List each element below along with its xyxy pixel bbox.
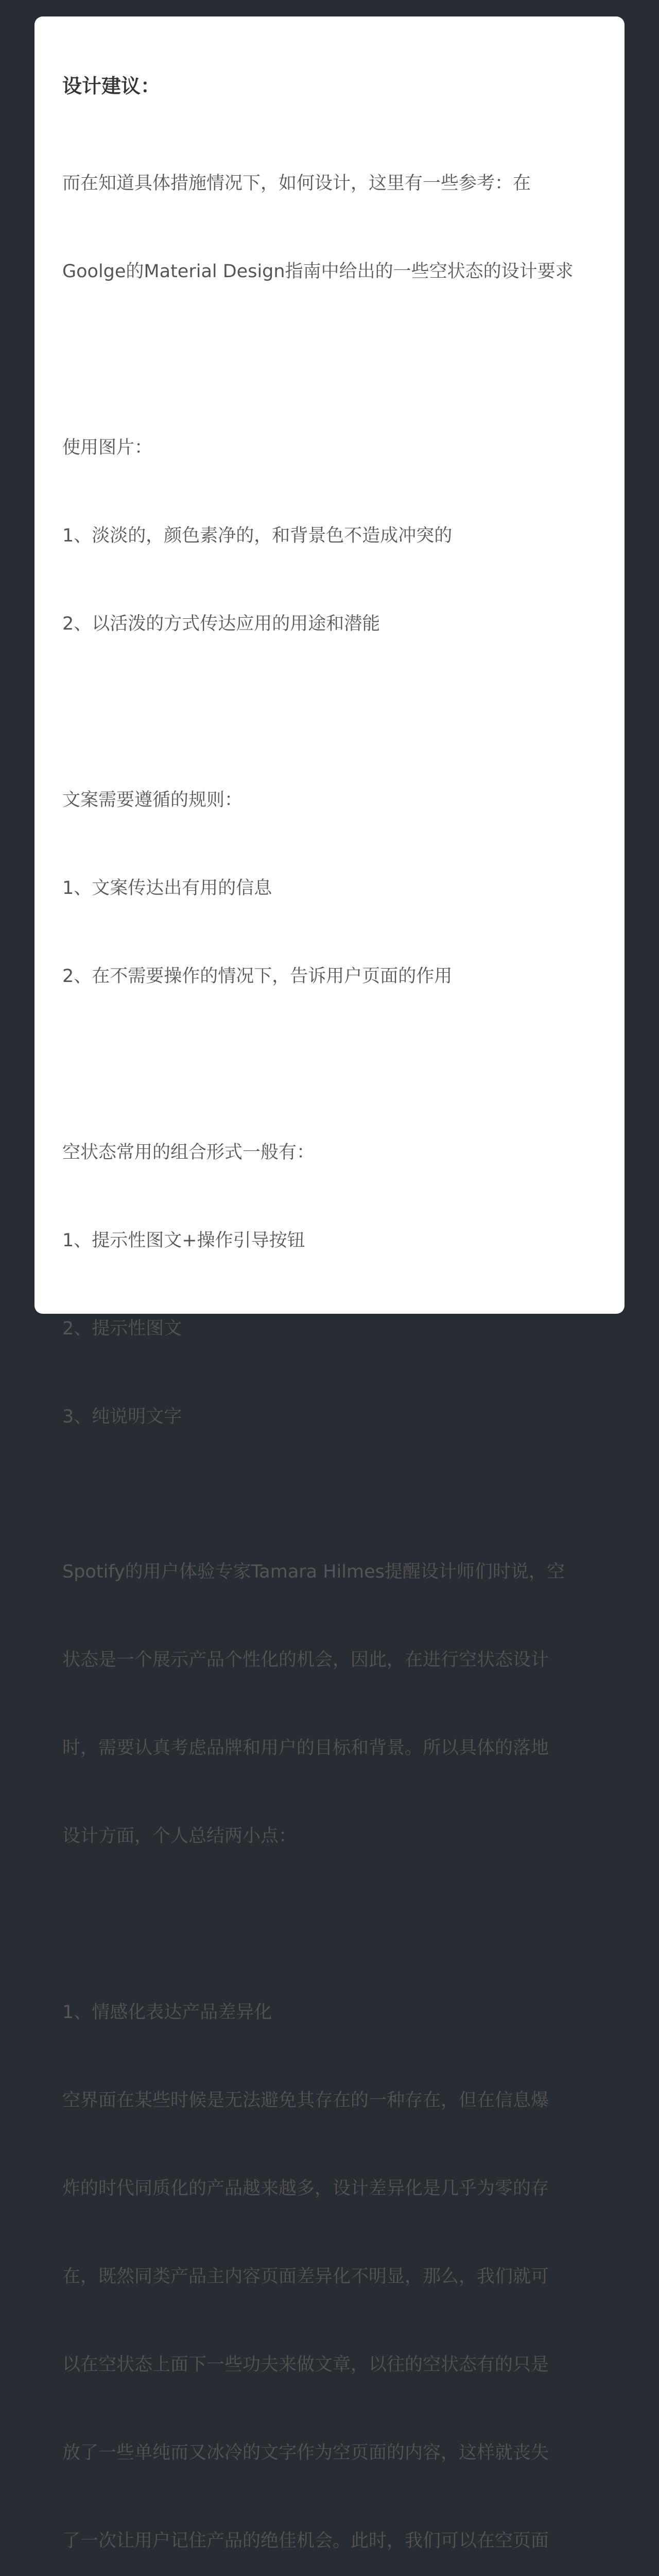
text-line: 以在空状态上面下一些功夫来做文章，以往的空状态有的只是 bbox=[62, 2354, 549, 2375]
images-guidelines bbox=[62, 375, 597, 698]
list-item: 1、文案传达出有用的信息 bbox=[62, 878, 272, 899]
section-heading: 设计建议： bbox=[62, 75, 161, 97]
spotify-paragraph bbox=[62, 1499, 597, 1910]
copy-guidelines bbox=[62, 727, 597, 1050]
text-line: 设计方面，个人总结两小点： bbox=[62, 1826, 297, 1846]
text-line: 放了一些单纯而又冰冷的文字作为空页面的内容，这样就丧失 bbox=[62, 2443, 549, 2463]
text-line: Spotify的用户体验专家Tamara Hilmes提醒设计师们时说，空 bbox=[62, 1562, 565, 1582]
combination-forms bbox=[62, 1079, 597, 1490]
text-line: 使用图片： bbox=[62, 437, 153, 458]
text-line: 空状态常用的组合形式一般有： bbox=[62, 1142, 315, 1163]
list-item: 2、提示性图文 bbox=[62, 1318, 182, 1339]
list-item: 2、以活泼的方式传达应用的用途和潜能 bbox=[62, 614, 380, 634]
point-emotional-design bbox=[62, 1939, 597, 2576]
text-line: 文案需要遵循的规则： bbox=[62, 790, 243, 810]
text-line: 时，需要认真考虑品牌和用户的目标和背景。所以具体的落地 bbox=[62, 1738, 549, 1758]
text-line: 而在知道具体措施情况下，如何设计，这里有一些参考：在 bbox=[62, 173, 531, 194]
text-line: 空界面在某些时候是无法避免其存在的一种存在，但在信息爆 bbox=[62, 2090, 549, 2111]
point-title: 1、情感化表达产品差异化 bbox=[62, 2002, 272, 2023]
text-line: Goolge的Material Design指南中给出的一些空状态的设计要求 bbox=[62, 261, 574, 282]
text-line: 了一次让用户记住产品的绝佳机会。此时，我们可以在空页面 bbox=[62, 2531, 549, 2551]
intro-paragraph bbox=[62, 110, 597, 345]
list-item: 3、纯说明文字 bbox=[62, 1406, 182, 1427]
text-line: 状态是一个展示产品个性化的机会，因此，在进行空状态设计 bbox=[62, 1650, 549, 1670]
article-card bbox=[34, 16, 625, 2551]
list-item: 1、提示性图文+操作引导按钮 bbox=[62, 1230, 305, 1251]
list-item: 1、淡淡的，颜色素净的，和背景色不造成冲突的 bbox=[62, 526, 453, 546]
text-line: 在，既然同类产品主内容页面差异化不明显，那么，我们就可 bbox=[62, 2266, 549, 2287]
text-line: 炸的时代同质化的产品越来越多，设计差异化是几乎为零的存 bbox=[62, 2178, 549, 2199]
list-item: 2、在不需要操作的情况下，告诉用户页面的作用 bbox=[62, 966, 453, 987]
